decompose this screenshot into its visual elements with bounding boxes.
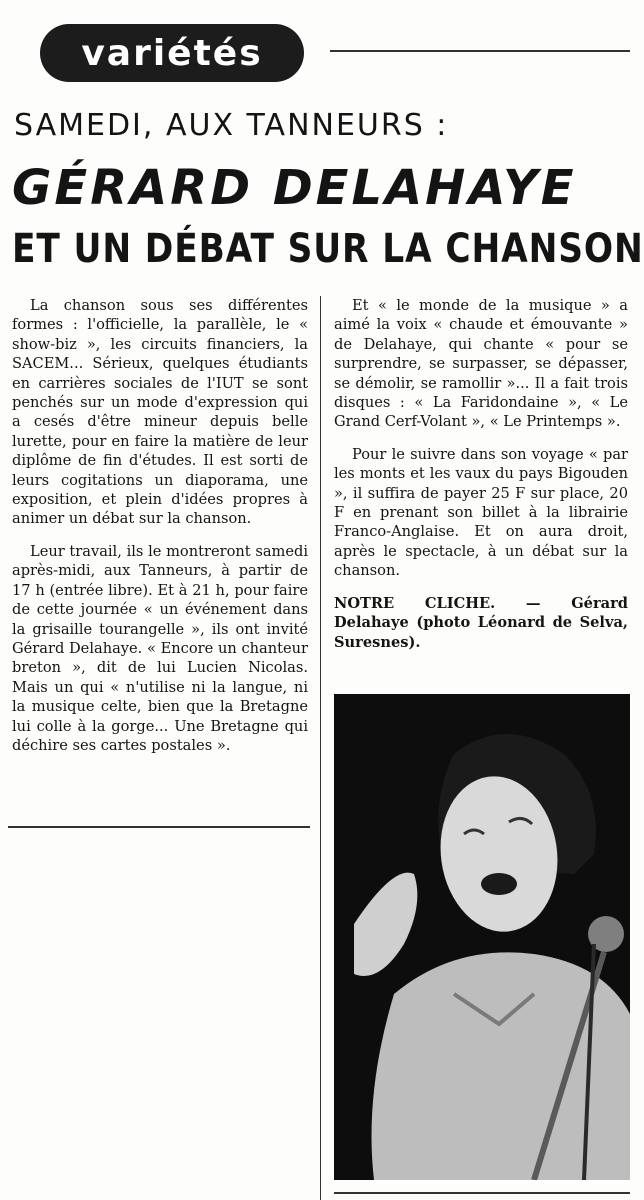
column-divider bbox=[320, 296, 321, 826]
singer-photo bbox=[334, 694, 630, 1180]
body-paragraph: Et « le monde de la musique » a aimé la voix « chaude et émouvante » de Delahaye, qui chante « pour se surprendre, se surpasser, se dépasser, se démolir, se ramollir »... Il a fait trois disques : « La Faridondaine », « Le Grand Cerf-Volant », « Le Printemps ». bbox=[334, 297, 628, 431]
photo-caption: NOTRE CLICHE. — Gérard Delahaye (photo Léonard de Selva, Suresnes). bbox=[334, 594, 628, 651]
photo-bottom-rule bbox=[334, 1192, 630, 1194]
column-divider-lower bbox=[320, 826, 321, 1200]
section-badge: variétés bbox=[40, 24, 304, 82]
header-rule bbox=[330, 50, 630, 52]
body-paragraph: Pour le suivre dans son voyage « par les monts et les vaux du pays Bigouden », il suffira de payer 25 F sur place, 20 F en prenant son billet à la librairie Franco-Anglaise. Et on aura droit, après le spectacle, à un débat sur la chanson. bbox=[334, 445, 628, 580]
article-subheadline: ET UN DÉBAT SUR LA CHANSON bbox=[12, 226, 644, 272]
body-paragraph: Leur travail, ils le montreront samedi après-midi, aux Tanneurs, à partir de 17 h (entrée libre). Et à 21 h, pour faire de cette journée « un événement dans la grisaille tourangelle », ils ont invité Gérard Delahaye. « Encore un chanteur breton », dit de lui Lucien Nicolas. Mais un qui « n'utilise ni la langue, ni la musique celte, bien que la Bretagne lui colle à la gorge... Une Bretagne qui déchire ses cartes postales ». bbox=[12, 542, 308, 754]
article-headline: GÉRARD DELAHAYE bbox=[12, 160, 577, 216]
column-end-rule bbox=[8, 826, 310, 828]
article-column-left bbox=[12, 296, 308, 768]
article-column-right bbox=[334, 296, 628, 652]
body-paragraph: La chanson sous ses différentes formes : l'officielle, la parallèle, le « show-biz », les circuits financiers, la SACEM... Sérieux, quelques étudiants en carrières sociales de l'IUT se sont penchés sur un mode d'expression qui a cesés d'être mineur depuis belle lurette, pour en faire la matière de leur diplôme de fin d'études. Il est sorti de leurs cogitations un diaporama, une exposition, et plein d'idées propres à animer un débat sur la chanson. bbox=[12, 297, 308, 528]
article-overline: SAMEDI, AUX TANNEURS : bbox=[14, 108, 449, 143]
